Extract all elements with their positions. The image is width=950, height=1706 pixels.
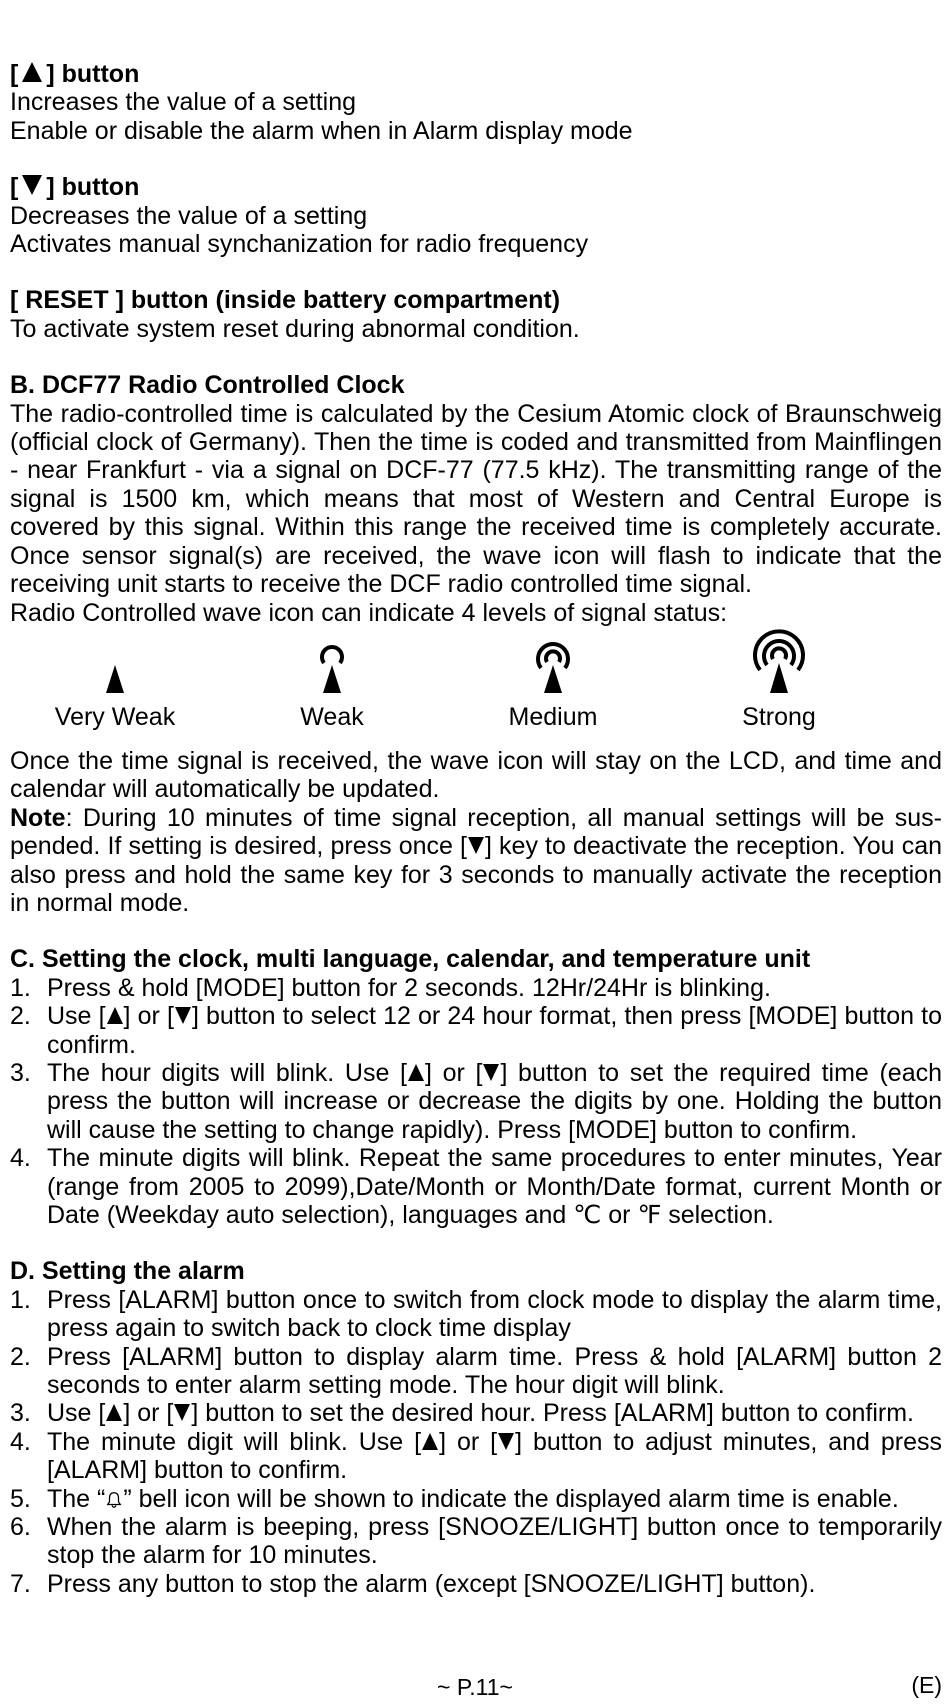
- section-c-list: [10, 974, 942, 1230]
- up-button-desc-1: Increases the value of a setting: [10, 88, 357, 117]
- list-item: 4. The minute digit will blink. Use [ ] or [ ] button to adjust minutes, and press [ALARM] button to confirm.: [10, 1427, 943, 1485]
- page-number: ~ P.11~: [437, 1674, 513, 1700]
- down-arrow-icon: [498, 1433, 514, 1450]
- list-item: 3. The hour digits will blink. Use [ ] or [ ] button to set the required time (each press the button will increase or decrease the digits by one. Holding the button will cause the setting to change rapidly). Press [MODE] button to confirm.: [10, 1058, 943, 1144]
- section-d-list: [10, 1286, 942, 1598]
- up-button-heading: [ ] button: [10, 60, 140, 88]
- section-b-heading: B. DCF77 Radio Controlled Clock: [10, 371, 405, 400]
- signal-label-weak: Weak: [300, 702, 364, 731]
- up-arrow-icon: [106, 1404, 122, 1421]
- list-item: 3. Use [ ] or [ ] button to set the desired hour. Press [ALARM] button to confirm.: [10, 1399, 914, 1428]
- signal-medium-icon: [518, 637, 588, 697]
- list-item: 6. When the alarm is beeping, press [SNOOZE/LIGHT] button once to temporarily stop the alarm for 10 minutes.: [10, 1513, 942, 1570]
- down-button-desc-2: Activates manual synchanization for radio frequency: [10, 230, 589, 259]
- signal-very-weak: [25, 637, 205, 731]
- signal-levels: [10, 637, 942, 747]
- list-item: 7. Press any button to stop the alarm (except [SNOOZE/LIGHT] button).: [10, 1569, 816, 1598]
- list-item: 1. Press [ALARM] button once to switch from clock mode to display the alarm time, press again to switch back to clock time display: [10, 1285, 942, 1343]
- down-arrow-icon: [175, 1007, 191, 1024]
- note-paragraph: Note: During 10 minutes of time signal reception, all manual settings will be sus-pended. If setting is desired, press once [ ] key to deactivate the reception. You can also press and hold the same key for 3 seconds to manually activate the reception in normal mode.: [10, 803, 943, 917]
- up-arrow-icon: [408, 1064, 424, 1081]
- signal-label-strong: Strong: [742, 702, 816, 731]
- down-button-heading: [ ] button: [10, 173, 140, 202]
- list-item: 2. Press [ALARM] button to display alarm time. Press & hold [ALARM] button 2 seconds to enter alarm setting mode. The hour digit will blink.: [10, 1342, 942, 1400]
- reset-button-heading: [ RESET ] button (inside battery compartment): [10, 286, 561, 315]
- down-arrow-icon: [483, 1064, 499, 1081]
- down-arrow-icon: [468, 837, 484, 854]
- up-arrow-icon: [422, 1433, 438, 1450]
- manual-page: [10, 60, 942, 1598]
- section-c-heading: C. Setting the clock, multi language, calendar, and temperature unit: [10, 945, 811, 974]
- signal-received-paragraph: Once the time signal is received, the wave icon will stay on the LCD, and time and calendar will automatically be updated.: [10, 746, 942, 804]
- signal-strong: [689, 625, 869, 731]
- up-arrow-icon: [107, 1007, 123, 1024]
- down-arrow-icon: [22, 175, 42, 195]
- signal-very-weak-icon: [80, 637, 150, 697]
- signal-strong-icon: [739, 625, 819, 697]
- signal-weak: [242, 637, 422, 731]
- up-button-desc-2: Enable or disable the alarm when in Alarm display mode: [10, 116, 633, 145]
- signal-medium: [463, 637, 643, 731]
- up-arrow-icon: [22, 62, 42, 82]
- reset-button-desc: To activate system reset during abnormal condition.: [10, 314, 580, 343]
- section-b-paragraph: The radio-controlled time is calculated by the Cesium Atomic clock of Braunschweig (official clock of Germany). Then the time is coded and transmitted from Mainflingen - near Frankfurt - via a signal on DCF-77 (77.5 kHz). The transmitting range of the signal is 1500 km, which means that most of Western and Central Europe is covered by this signal. Within this range the received time is completely accurate. Once sensor signal(s) are received, the wave icon will flash to indicate that the receiving unit starts to receive the DCF radio controlled time signal.: [10, 399, 942, 599]
- list-item: 1. Press & hold [MODE] button for 2 seconds. 12Hr/24Hr is blinking.: [10, 973, 771, 1002]
- language-marker: (E): [911, 1672, 942, 1698]
- signal-levels-intro: Radio Controlled wave icon can indicate 4 levels of signal status:: [10, 598, 728, 627]
- signal-weak-icon: [297, 637, 367, 697]
- list-item: 2. Use [ ] or [ ] button to select 12 or 24 hour format, then press [MODE] button to confirm.: [10, 1002, 942, 1059]
- section-d-heading: D. Setting the alarm: [10, 1257, 245, 1286]
- list-item: 5. The “ ” bell icon will be shown to indicate the displayed alarm time is enable.: [10, 1484, 899, 1513]
- list-item: 4. The minute digits will blink. Repeat the same procedures to enter minutes, Year (range from 2005 to 2099),Date/Month or Month/Date format, current Month or Date (Weekday auto selection), languages and ℃ or ℉ selection.: [10, 1144, 942, 1229]
- down-button-desc-1: Decreases the value of a setting: [10, 201, 368, 230]
- signal-label-very-weak: Very Weak: [54, 702, 176, 731]
- signal-label-medium: Medium: [508, 702, 598, 731]
- bell-icon: [105, 1491, 123, 1509]
- down-arrow-icon: [174, 1404, 190, 1421]
